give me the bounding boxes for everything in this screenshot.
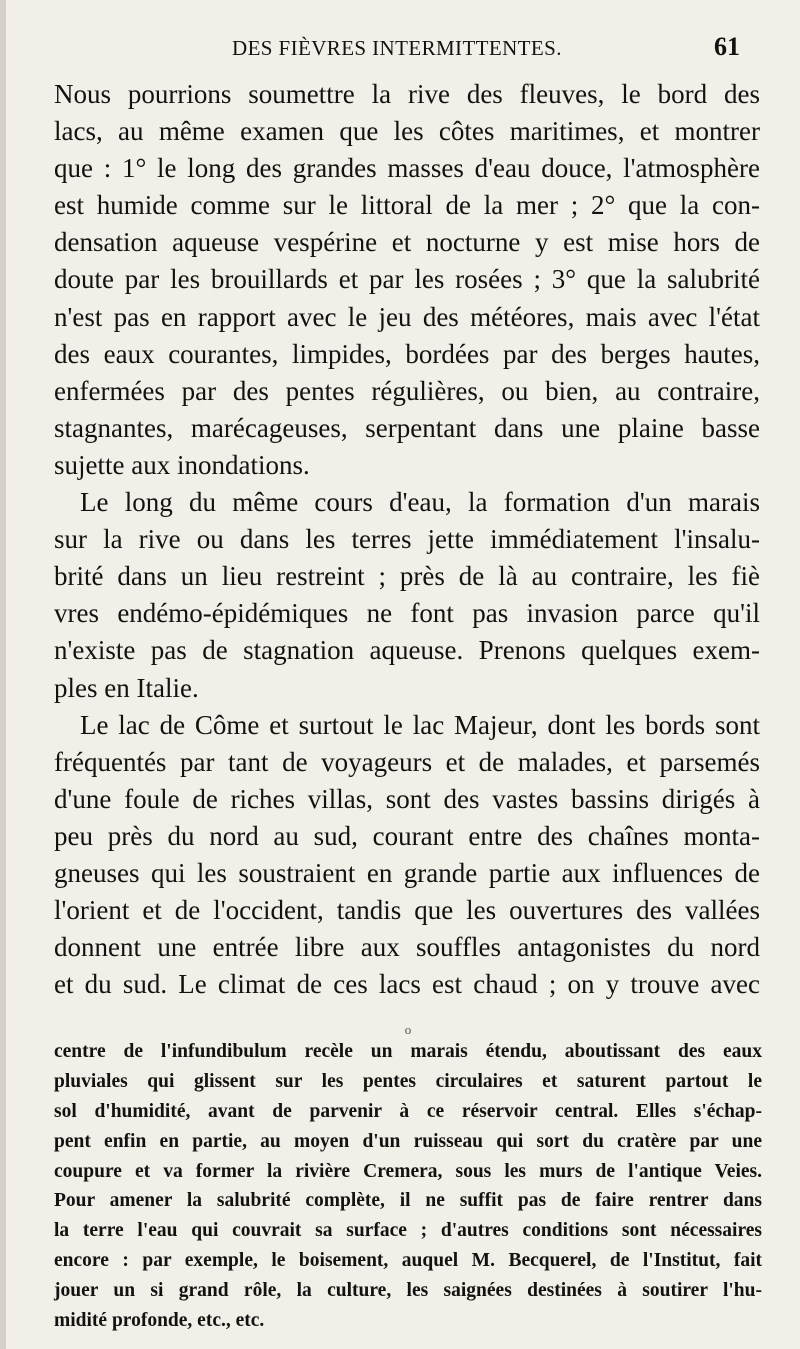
body-line: n'existe pas de stagnation aqueuse. Prenons quelques exem-	[54, 635, 760, 666]
footnote-line: encore : par exemple, le boisement, auquel M. Becquerel, de l'Institut, fait	[54, 1250, 762, 1272]
body-line: peu près du nord au sud, courant entre des chaînes monta-	[54, 820, 760, 851]
body-line: est humide comme sur le littoral de la mer ; 2° que la con-	[54, 190, 760, 221]
body-line: Nous pourrions soumettre la rive des fleuves, le bord des	[54, 79, 760, 109]
body-line: doute par les brouillards et par les rosées ; 3° que la salubrité	[54, 264, 760, 295]
body-line: brité dans un lieu restreint ; près de là au contraire, les fiè	[54, 561, 760, 592]
body-line: donnent une entrée libre aux souffles antagonistes du nord	[54, 932, 760, 963]
footnote-line: centre de l'infundibulum recèle un marais étendu, aboutissant des eaux	[54, 1041, 762, 1062]
body-line: densation aqueuse vespérine et nocturne y est mise hors de	[54, 227, 760, 258]
footnote-line: coupure et va former la rivière Cremera, sous les murs de l'antique Veies.	[54, 1160, 762, 1182]
body-line: lacs, au même examen que les côtes maritimes, et montrer	[54, 116, 760, 147]
body-line: et du sud. Le climat de ces lacs est chaud ; on y trouve avec	[54, 969, 760, 1000]
footnote-line: pent enfin en partie, au moyen d'un ruisseau qui sort du cratère par une	[54, 1130, 762, 1152]
body-line: sur la rive ou dans les terres jette immédiatement l'insalu-	[54, 524, 760, 555]
footnote-line: midité profonde, etc., etc.	[54, 1310, 265, 1332]
footnote-line: la terre l'eau qui couvrait sa surface ; d'autres conditions sont nécessaires	[54, 1220, 762, 1242]
body-line: sujette aux inondations.	[54, 449, 310, 480]
page-header	[6, 28, 800, 68]
body-line: que : 1° le long des grandes masses d'eau douce, l'atmosphère	[54, 153, 760, 184]
body-line: des eaux courantes, limpides, bordées par des berges hautes,	[54, 338, 760, 369]
footnote	[54, 1023, 762, 1336]
body-line: d'une foule de riches villas, sont des vastes bassins dirigés à	[54, 783, 760, 814]
body-line: Le long du même cours d'eau, la formation d'un marais	[80, 487, 760, 518]
footnote-line: pluviales qui glissent sur les pentes circulaires et saturent partout le	[54, 1070, 762, 1092]
footnote-line: jouer un si grand rôle, la culture, les saignées destinées à soutirer l'hu-	[54, 1280, 762, 1302]
body-line: n'est pas en rapport avec le jeu des météores, mais avec l'état	[54, 301, 760, 332]
footnote-marker: o	[404, 1022, 412, 1037]
body-line: enfermées par des pentes régulières, ou bien, au contraire,	[54, 375, 760, 406]
body-line: vres endémo-épidémiques ne font pas invasion parce qu'il	[54, 598, 760, 629]
body-line: Le lac de Côme et surtout le lac Majeur, dont les bords sont	[80, 709, 760, 740]
body-line: l'orient et de l'occident, tandis que les ouvertures des vallées	[54, 895, 760, 926]
running-title: DES FIÈVRES INTERMITTENTES.	[232, 36, 562, 60]
body-line: gneuses qui les soustraient en grande partie aux influences de	[54, 857, 760, 888]
page-number: 61	[714, 32, 740, 61]
body-text	[54, 76, 760, 1003]
body-line: stagnantes, marécageuses, serpentant dans une plaine basse	[54, 412, 760, 443]
footnote-line: sol d'humidité, avant de parvenir à ce réservoir central. Elles s'échap-	[54, 1100, 762, 1122]
body-line: fréquentés par tant de voyageurs et de malades, et parsemés	[54, 746, 760, 777]
footnote-line: Pour amener la salubrité complète, il ne suffit pas de faire rentrer dans	[54, 1190, 762, 1212]
body-line: ples en Italie.	[54, 672, 199, 703]
